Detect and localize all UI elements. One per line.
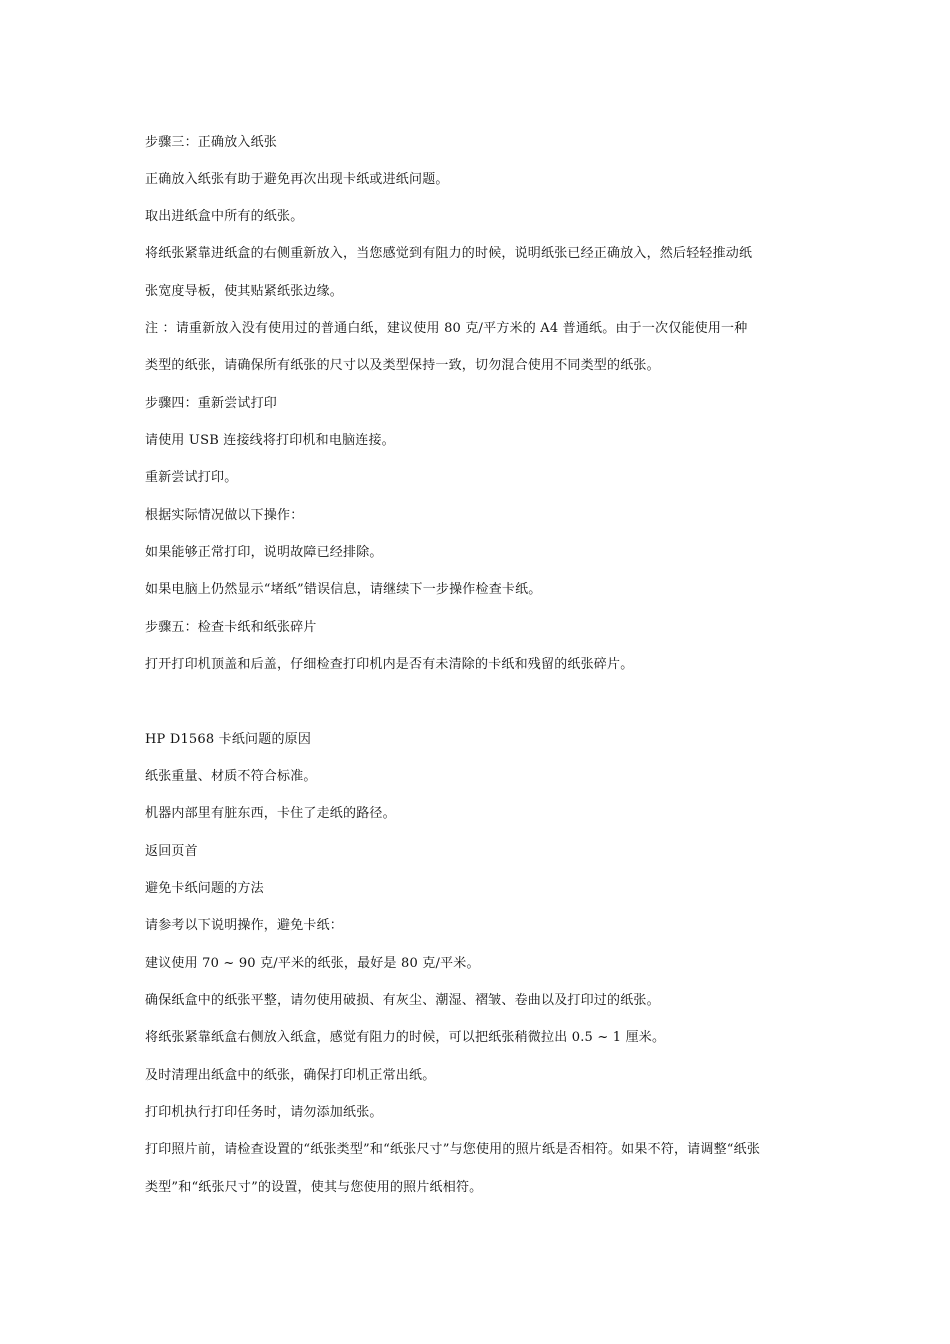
step5-heading: 步骤五：检查卡纸和纸张碎片 [145,620,317,635]
paragraph-line: 及时清理出纸盒中的纸张，确保打印机正常出纸。 [145,1068,436,1083]
note-line: 类型的纸张，请确保所有纸张的尺寸以及类型保持一致，切勿混合使用不同类型的纸张。 [145,358,660,373]
causes-heading: HP D1568 卡纸问题的原因 [145,732,312,747]
paragraph-line: 纸张重量、材质不符合标准。 [145,769,317,784]
step3-heading: 步骤三：正确放入纸张 [145,135,278,150]
paragraph-line: 张宽度导板，使其贴紧纸张边缘。 [145,284,344,299]
paragraph-line: 根据实际情况做以下操作： [145,508,304,523]
paragraph-line: 如果能够正常打印，说明故障已经排除。 [145,545,383,560]
paragraph-line: 建议使用 70 ~ 90 克/平米的纸张，最好是 80 克/平米。 [145,956,480,971]
paragraph-line: 正确放入纸张有助于避免再次出现卡纸或进纸问题。 [145,172,449,187]
paragraph-line: 机器内部里有脏东西，卡住了走纸的路径。 [145,806,396,821]
paragraph-line: 打印照片前，请检查设置的“纸张类型”和“纸张尺寸”与您使用的照片纸是否相符。如果不符，请调整“纸张 [145,1142,761,1157]
paragraph-line: 确保纸盒中的纸张平整，请勿使用破损、有灰尘、潮湿、褶皱、卷曲以及打印过的纸张。 [145,993,660,1008]
paragraph-line: 请使用 USB 连接线将打印机和电脑连接。 [145,433,395,448]
step4-heading: 步骤四：重新尝试打印 [145,396,278,411]
paragraph-line: 打开打印机顶盖和后盖，仔细检查打印机内是否有未清除的卡纸和残留的纸张碎片。 [145,657,634,672]
paragraph-line: 将纸张紧靠纸盒右侧放入纸盒，感觉有阻力的时候，可以把纸张稍微拉出 0.5 ~ 1 厘米。 [145,1030,666,1045]
avoid-heading: 避免卡纸问题的方法 [145,881,264,896]
paragraph-line: 重新尝试打印。 [145,470,238,485]
paragraph-line: 类型”和“纸张尺寸”的设置，使其与您使用的照片纸相符。 [145,1180,483,1195]
paragraph-line: 如果电脑上仍然显示“堵纸”错误信息，请继续下一步操作检查卡纸。 [145,582,542,597]
paragraph-line: 打印机执行打印任务时，请勿添加纸张。 [145,1105,383,1120]
back-to-top-link[interactable]: 返回页首 [145,844,198,859]
paragraph-line: 请参考以下说明操作，避免卡纸： [145,918,344,933]
paragraph-line: 将纸张紧靠进纸盒的右侧重新放入，当您感觉到有阻力的时候，说明纸张已经正确放入，然后轻轻推动纸 [145,246,753,261]
paragraph-line: 取出进纸盒中所有的纸张。 [145,209,304,224]
note-line: 注 ：请重新放入没有使用过的普通白纸，建议使用 80 克/平方米的 A4 普通纸。由于一次仅能使用一种 [145,321,748,336]
